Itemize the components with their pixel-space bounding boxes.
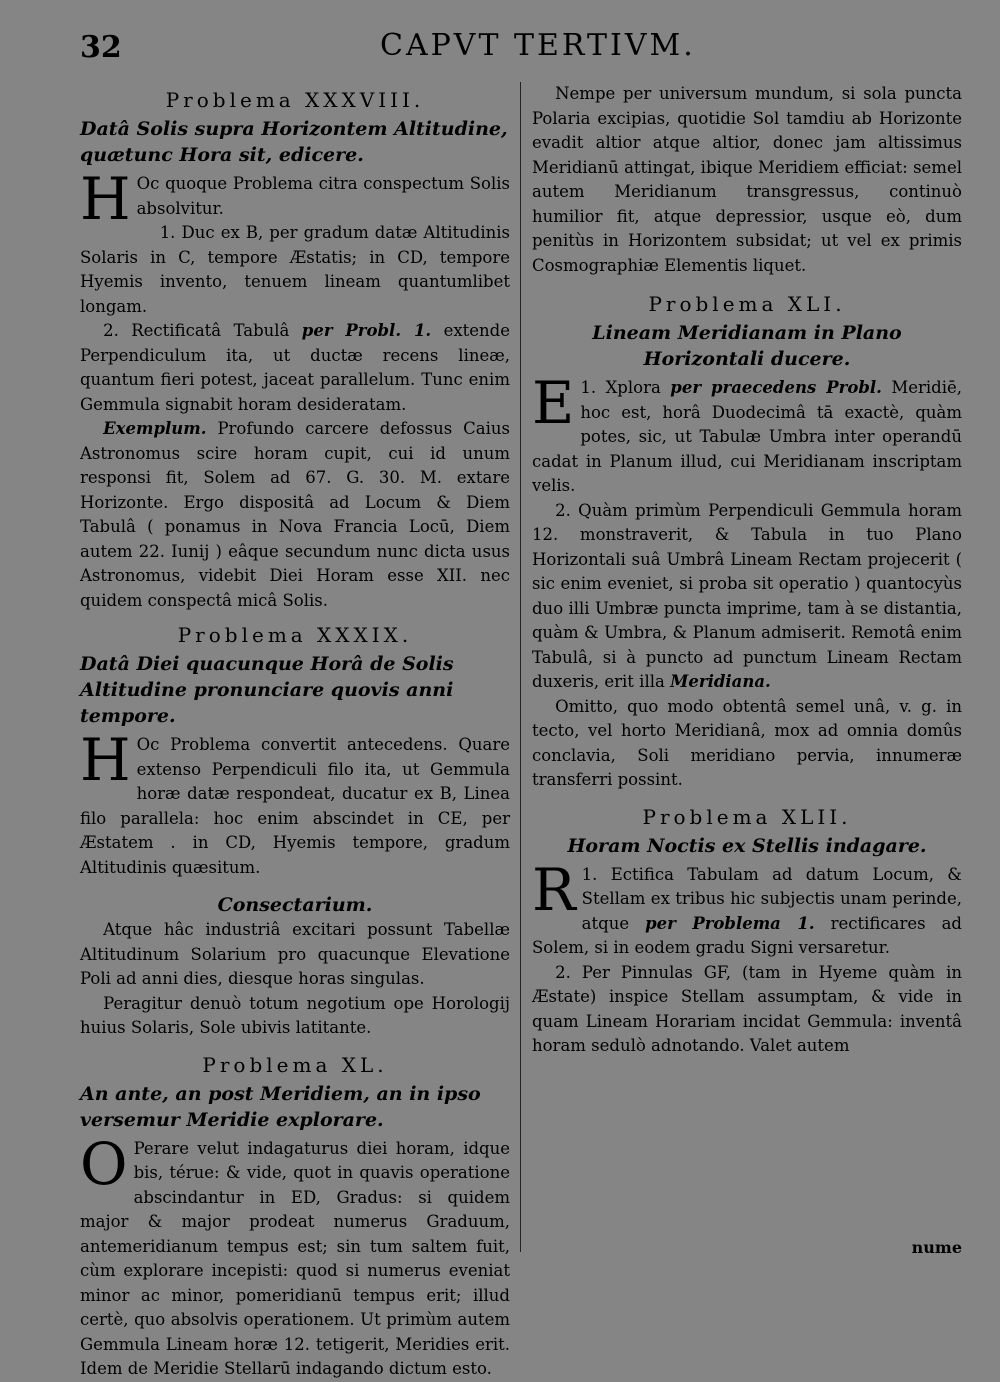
drop-cap: R <box>532 855 576 924</box>
step-ref: per praecedens Probl. <box>670 378 882 397</box>
problem-42-title: Horam Noctis ex Stellis indagare. <box>567 834 927 857</box>
problem-38-title: Datâ Solis supra Horizontem Altitudine, quætunc Hora sit, edicere. <box>80 118 508 166</box>
problem-38-heading: Problema XXXVIII. <box>165 88 425 112</box>
problem-41-step-2 <box>532 499 962 695</box>
problem-41-paragraph-3: Omitto, quo modo obtentâ semel unâ, v. g. in tecto, vel horto Meridianâ, mox ad omnia domûs conclavia, Soli meridiano pervia, innumeræ transferri possint. <box>532 696 962 789</box>
problem-41-step-1 <box>532 369 963 499</box>
step-ref: per Problema 1. <box>645 913 815 933</box>
problem-38-step-1: 1. Duc ex B, per gradum datæ Altitudinis Solaris in C, tempore Æstatis; in CD, tempore Hyemis invento, tenuem lineam quantumlibet longam. <box>80 223 510 316</box>
problem-38-intro <box>80 165 510 233</box>
step-text: 2. Rectificatâ Tabulâ <box>103 321 302 340</box>
step-text: 2. Quàm primùm Perpendiculi Gemmula horam 12. monstraverit, & Tabula in tuo Plano Horizontali suâ Umbrâ Lineam Rectam projecerit ( sic enim eveniet, si proba sit operatio ) quantocyùs duo illi Umbræ puncta imprime, tam à se distantia, quàm & Umbra, & Planum admiserit. Remotâ enim Tabulâ, si à puncto ad punctum Lineam Rectam duxeris, erit illa <box>532 500 962 691</box>
body-text: Oc Problema convertit antecedens. Quare extenso Perpendiculi filo ita, ut Gemmula horæ datæ respondeat, ducatur ex B, Linea filo parallela: hoc enim abscindet in CE, per Æstatem . in CD, Hyemis tempore, gradum Altitudinis quæsitum. <box>80 735 510 877</box>
step-text: Xplora <box>605 378 671 397</box>
step-term: Meridiana. <box>670 672 771 691</box>
intro-text: Oc quoque Problema citra conspectum Solis absolvitur. <box>136 174 510 218</box>
right-column <box>532 82 962 1059</box>
example-text: Profundo carcere defossus Caius Astronomus scire horam cupit, cui id unum responsi fit, Solem ad 67. G. 30. M. extare Horizonte. Ergo dispositâ ad Locum & Diem Tabulâ ( ponamus in Nova Francia Locū, Diem autem 22. Iunij ) eâque secundum nunc dicta usus Astronomus, videbit Diei Horam esse XII. nec quidem conspectâ micâ Solis. <box>80 419 510 610</box>
problem-40-paragraph-2: Nempe per universum mundum, si sola puncta Polaria excipias, quotidie Sol tamdiu ab Horizonte evadit altior atque altior, donec jam altissimus Meridianū attingat, ibique Meridiem efficiat: semel autem Meridianum transgressus, continuò humilior fit, atque depressior, usque eò, dum penitùs in Horizontem subsidat; ut vel ex primis Cosmographiæ Elementis liquet. <box>532 84 962 275</box>
problem-42-step-2: 2. Per Pinnulas GF, (tam in Hyeme quàm in Æstate) inspice Stellam assumptam, & vide in quam Lineam Horariam incidat Gemmula: inventâ horam sedulò adnotando. Valet autem <box>532 962 962 1055</box>
problem-41-title: Lineam Meridianam in Plano Horizontali ducere. <box>592 322 902 370</box>
step-text-cont: rectificares ad Solem, si in eodem gradu Signi versaretur. <box>532 913 962 957</box>
problem-41-heading: Problema XLI. <box>648 292 846 316</box>
step-text-cont: extende Perpendiculum ita, ut ductæ recens lineæ, quantum fieri potest, jaceat parallelum. Tunc enim Gemmula signabit horam desideratam. <box>80 321 510 414</box>
problem-40-heading: Problema XL. <box>202 1052 388 1077</box>
problem-39-text <box>80 726 510 880</box>
problem-39-title: Datâ Diei quacunque Horâ de Solis Altitudine pronunciare quovis anni tempore. <box>80 653 454 727</box>
problem-40-title: An ante, an post Meridiem, an in ipso versemur Meridie explorare. <box>80 1082 481 1131</box>
column-divider <box>520 82 521 1252</box>
page-number: 32 <box>80 30 122 65</box>
example-label: Exemplum. <box>103 419 207 438</box>
body-text: Perare velut indagaturus diei horam, idque bis, térue: & vide, quot in quavis operatione abscindantur in ED, Gradus: si quidem major & major prodeat numerus Graduum, antemeridianum tempus est; sin tum saltem fuit, cùm explorare incepisti: quod si numerus eveniat minor ac minor, pomeridianū tempus erit; illud certè, quo absolvis operationem. Ut primùm autem Gemmula Lineam horæ 12. tetigerit, Meridies erit. Idem de Meridie Stellarū indagando dictum esto. <box>80 1138 510 1378</box>
problem-42-heading: Problema XLII. <box>642 804 852 829</box>
step-ref: per Probl. 1. <box>301 321 432 340</box>
step-number: 1. <box>581 864 611 884</box>
drop-cap: E <box>532 369 575 437</box>
running-head: CAPVT TERTIVM. <box>380 28 696 63</box>
consectarium-paragraph-1: Atque hâc industriâ excitari possunt Tabellæ Altitudinum Solarium pro quacunque Elevatione Poli ad anni dies, diesque horas singulas. <box>80 920 510 988</box>
problem-40-text <box>80 1129 510 1382</box>
step-text-cont: Meridiē, hoc est, horâ Duodecimâ tā exactè, quàm potes, sic, ut Tabulæ Umbra inter operandū cadat in Planum illud, cui Meridianam inscriptam velis. <box>532 378 963 495</box>
problem-38-example <box>80 417 510 613</box>
step-number: 1. <box>580 378 606 397</box>
catchword: nume <box>911 1238 962 1257</box>
problem-38-step-2 <box>80 319 510 417</box>
drop-cap: H <box>80 165 131 233</box>
step-text: Ectifica Tabulam ad datum Locum, & Stellam ex tribus hic subjectis unam perinde, atque <box>581 864 962 933</box>
problem-42-step-1 <box>532 855 962 961</box>
drop-cap: O <box>80 1129 128 1198</box>
drop-cap: H <box>80 726 131 794</box>
consectarium-heading: Consectarium. <box>217 894 373 916</box>
left-column <box>80 82 510 1382</box>
consectarium-paragraph-2: Peragitur denuò totum negotium ope Horologij huius Solaris, Sole ubivis latitante. <box>80 993 510 1037</box>
problem-39-heading: Problema XXXIX. <box>177 623 413 647</box>
